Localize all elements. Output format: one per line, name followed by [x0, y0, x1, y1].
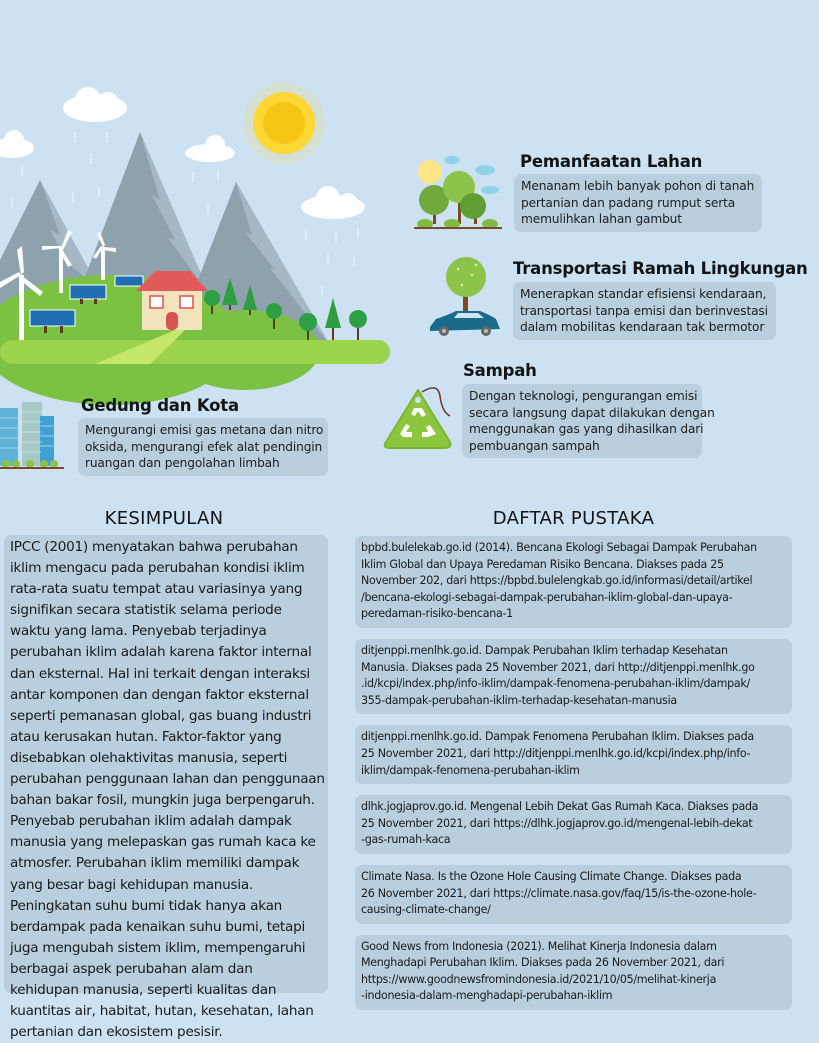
conclusion-line: kehidupan manusia, seperti kualitas dan [10, 981, 277, 998]
reference-line: peredaman-risiko-bencana-1 [361, 607, 513, 621]
conclusion-line: dan eksternal. Hal ini terkait dengan interaksi [10, 665, 310, 682]
sun-icon [243, 82, 325, 164]
reference-line: Manusia. Diakses pada 25 November 2021, dari http://ditjenppi.menlhk.go [361, 660, 755, 674]
conclusion-line: manusia yang melepaskan gas rumah kaca ke [10, 834, 316, 851]
reference-line: .id/kcpi/index.php/info-iklim/dampak-fenomena-perubahan-iklim/dampak/ [361, 677, 750, 691]
conclusion-line: Peningkatan suhu bumi tidak hanya akan [10, 897, 283, 914]
conclusion-line: seperti pemanasan global, gas buang industri [10, 707, 312, 724]
reference-list [355, 536, 792, 1021]
reference-line: https://www.goodnewsfromindonesia.id/2021/10/05/melihat-kinerja [361, 972, 717, 986]
conclusion-line: bahan bakar fosil, mungkin juga berpengaruh. [10, 792, 315, 809]
reference-line: 26 November 2021, dari https://climate.nasa.gov/faq/15/is-the-ozone-hole- [361, 886, 757, 900]
conclusion-line: berdampak pada kenaikan suhu bumi, tetapi [10, 918, 305, 935]
conclusion-line: disebabkan olehaktivitas manusia, seperti [10, 749, 288, 766]
description-line: oksida, mengurangi efek alat pendingin [85, 439, 323, 454]
forest-icon [410, 152, 505, 232]
description-line: Dengan teknologi, pengurangan emisi [469, 389, 698, 403]
conclusion-line: IPCC (2001) menyatakan bahwa perubahan [10, 539, 298, 555]
conclusion-line: perubahan penggunaan lahan dan penggunaan [10, 771, 325, 788]
conclusion-line: juga mengubah sistem iklim, mempengaruhi [10, 939, 306, 956]
reference-item [355, 795, 792, 854]
description-line: pembuangan sampah [469, 438, 600, 453]
kesimpulan-title: KESIMPULAN [104, 508, 224, 529]
house-icon [136, 271, 208, 330]
solution-description [513, 282, 776, 340]
reference-item [355, 935, 792, 1010]
description-line: ruangan dan pengolahan limbah [85, 456, 280, 471]
daftar-pustaka-title: DAFTAR PUSTAKA [492, 508, 655, 529]
conclusion-line: iklim mengacu pada perubahan kondisi iklim [10, 560, 305, 577]
conclusion-line: Penyebab perubahan iklim adalah dampak [10, 813, 292, 830]
solution-title: Transportasi Ramah Lingkungan [513, 259, 808, 278]
reference-line: 25 November 2021, dari https://dlhk.jogjaprov.go.id/mengenal-lebih-dekat [361, 816, 753, 830]
description-line: pertanian dan padang rumput serta [521, 195, 736, 210]
conclusion-line: signifikan secara statistik selama periode [10, 602, 282, 619]
reference-item [355, 639, 792, 714]
reference-line: bpbd.bulelekab.go.id (2014). Bencana Ekologi Sebagai Dampak Perubahan [361, 541, 757, 554]
conclusion-line: berbagai aspek perubahan alam dan [10, 960, 253, 977]
conclusion-line: kuantitas air, habitat, hutan, kesehatan, lahan [10, 1003, 314, 1020]
buildings-icon [0, 398, 66, 470]
tree-car-icon [428, 255, 503, 337]
description-line: dalam mobilitas kendaraan tak bermotor [520, 320, 765, 335]
reference-line: November 202, dari https://bpbd.bulelengkab.go.id/informasi/detail/artikel [361, 574, 753, 588]
description-line: Menerapkan standar efisiensi kendaraan, [520, 287, 767, 301]
description-line: transportasi tanpa emisi dan berinvestasi [520, 303, 768, 318]
reference-line: -indonesia-dalam-menghadapi-perubahan-iklim [361, 989, 613, 1003]
solution-description [462, 384, 715, 458]
description-line: menggunakan gas yang dihasilkan dari [469, 422, 704, 437]
solution-description [78, 418, 328, 476]
conclusion-line: pertanian dan ekosistem pesisir. [10, 1024, 223, 1041]
conclusion-line: perubahan iklim adalah karena faktor internal [10, 644, 312, 661]
conclusion-line: waktu yang lama. Penyebab terjadinya [10, 623, 267, 640]
solution-description [514, 174, 762, 232]
reference-line: Climate Nasa. Is the Ozone Hole Causing Climate Change. Diakses pada [361, 869, 742, 883]
reference-line: ditjenppi.menlhk.go.id. Dampak Perubahan Iklim terhadap Kesehatan [361, 643, 728, 657]
conclusion-line: rata-rata suatu tempat atau variasinya yang [10, 581, 303, 598]
reference-line: 355-dampak-perubahan-iklim-terhadap-kesehatan-manusia [361, 693, 677, 707]
reference-line: /bencana-ekologi-sebagai-dampak-perubahan-iklim-global-dan-upaya- [361, 590, 733, 604]
reference-line: dlhk.jogjaprov.go.id. Mengenal Lebih Dekat Gas Rumah Kaca. Diakses pada [361, 800, 759, 814]
reference-line: causing-climate-change/ [361, 903, 491, 917]
description-line: Mengurangi emisi gas metana dan nitro [85, 423, 324, 437]
reference-item [355, 725, 792, 784]
kesimpulan-body [4, 535, 328, 1041]
reference-line: -gas-rumah-kaca [361, 833, 451, 847]
conclusion-line: atau kerusakan hutan. Faktor-faktor yang [10, 728, 282, 745]
reference-line: iklim/dampak-fenomena-perubahan-iklim [361, 763, 580, 777]
reference-item [355, 536, 792, 628]
landscape-illustration [0, 60, 400, 370]
reference-line: Good News from Indonesia (2021). Melihat Kinerja Indonesia dalam [361, 939, 717, 953]
reference-line: ditjenppi.menlhk.go.id. Dampak Fenomena Perubahan Iklim. Diakses pada [361, 730, 754, 744]
solution-title: Sampah [463, 361, 537, 380]
conclusion-line: antar komponen dan dengan faktor eksternal [10, 686, 309, 703]
reference-line: Iklim Global dan Upaya Peredaman Risiko Bencana. Diakses pada 25 [361, 557, 724, 571]
solution-title: Gedung dan Kota [81, 396, 239, 415]
conclusion-line: atmosfer. Perubahan iklim memiliki dampak [10, 855, 300, 872]
description-line: memulihkan lahan gambut [521, 212, 682, 227]
solution-title: Pemanfaatan Lahan [520, 152, 703, 171]
conclusion-line: yang besar bagi kehidupan manusia. [10, 876, 254, 893]
reference-line: 25 November 2021, dari http://ditjenppi.menlhk.go.id/kcpi/index.php/info- [361, 746, 751, 760]
recycle-tag-icon [378, 382, 458, 452]
description-line: Menanam lebih banyak pohon di tanah [521, 179, 755, 193]
reference-line: Menghadapi Perubahan Iklim. Diakses pada 26 November 2021, dari [361, 956, 725, 970]
description-line: secara langsung dapat dilakukan dengan [469, 405, 715, 420]
reference-item [355, 865, 792, 924]
